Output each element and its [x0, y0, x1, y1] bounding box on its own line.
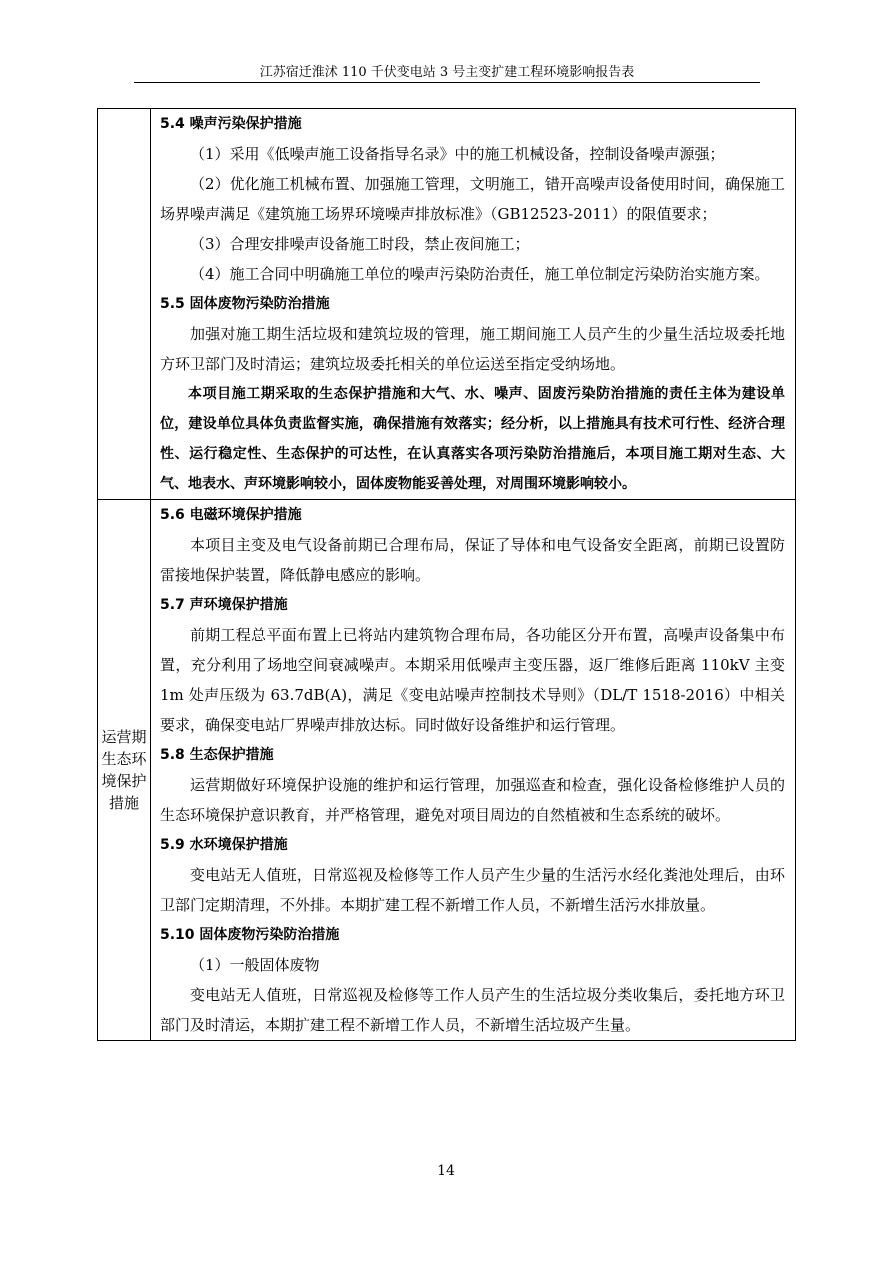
paragraph: 本项目主变及电气设备前期已合理布局，保证了导体和电气设备安全距离，前期已设置防雷接地保护装置，降低静电感应的影响。: [160, 536, 785, 584]
content-cell: [151, 500, 796, 1041]
section-heading-5-8: 5.8 生态保护措施: [160, 747, 274, 763]
paragraph: 运营期做好环境保护设施的维护和运行管理，加强巡查和检查，强化设备检修维护人员的生态环境保护意识教育，并严格管理，避免对项目周边的自然植被和生态系统的破坏。: [160, 776, 785, 824]
section-heading-5-5: 5.5 固体废物污染防治措施: [160, 296, 330, 312]
row-label-cell: [98, 500, 151, 1041]
measures-table: [97, 108, 796, 1041]
summary-paragraph: 本项目施工期采取的生态保护措施和大气、水、噪声、固废污染防治措施的责任主体为建设单位，建设单位具体负责监督实施，确保措施有效落实；经分析，以上措施具有技术可行性、经济合理性、运行稳定性、生态保护的可达性，在认真落实各项污染防治措施后，本项目施工期对生态、大气、地表水、声环境影响较小，固体废物能妥善处理，对周围环境影响较小。: [160, 386, 785, 492]
table-row-operation: [98, 500, 796, 1041]
paragraph: （1）采用《低噪声施工设备指导名录》中的施工机械设备，控制设备噪声源强；: [190, 145, 725, 163]
document-header-title: 江苏宿迁淮沭 110 千伏变电站 3 号主变扩建工程环境影响报告表: [259, 65, 635, 80]
content-cell: [151, 109, 796, 500]
header-rule: [134, 82, 760, 83]
paragraph: （3）合理安排噪声设备施工时段，禁止夜间施工；: [190, 235, 530, 253]
section-heading-5-9: 5.9 水环境保护措施: [160, 837, 288, 853]
row-label-cell: [98, 109, 151, 500]
paragraph: 加强对施工期生活垃圾和建筑垃圾的管理，施工期间施工人员产生的少量生活垃圾委托地方环卫部门及时清运；建筑垃圾委托相关的单位运送至指定受纳场地。: [160, 325, 785, 373]
page-number: 14: [437, 1163, 455, 1179]
row-label: 运营期生态环境保护措施: [101, 728, 147, 812]
paragraph: （4）施工合同中明确施工单位的噪声污染防治责任，施工单位制定污染防治实施方案。: [190, 265, 770, 283]
paragraph: （2）优化施工机械布置、加强施工管理，文明施工，错开高噪声设备使用时间，确保施工场界噪声满足《建筑施工场界环境噪声排放标准》（GB12523-2011）的限值要求；: [160, 175, 785, 223]
paragraph: （1）一般固体废物: [190, 956, 320, 974]
table-row-construction: [98, 109, 796, 500]
section-heading-5-6: 5.6 电磁环境保护措施: [160, 507, 302, 523]
paragraph: 变电站无人值班，日常巡视及检修等工作人员产生少量的生活污水经化粪池处理后，由环卫部门定期清理，不外排。本期扩建工程不新增工作人员，不新增生活污水排放量。: [160, 866, 785, 914]
section-heading-5-4: 5.4 噪声污染保护措施: [160, 116, 302, 132]
section-heading-5-7: 5.7 声环境保护措施: [160, 597, 288, 613]
paragraph: 变电站无人值班，日常巡视及检修等工作人员产生的生活垃圾分类收集后，委托地方环卫部门及时清运，本期扩建工程不新增工作人员，不新增生活垃圾产生量。: [160, 986, 785, 1034]
section-heading-5-10: 5.10 固体废物污染防治措施: [160, 927, 340, 943]
paragraph: 前期工程总平面布置上已将站内建筑物合理布局，各功能区分开布置，高噪声设备集中布置，充分利用了场地空间衰减噪声。本期采用低噪声主变压器，返厂维修后距离 110kV 主变 1m 处声压级为 63.7dB(A)，满足《变电站噪声控制技术导则》（DL/T 1518-2016）中相关要求，确保变电站厂界噪声排放达标。同时做好设备维护和运行管理。: [160, 626, 785, 734]
